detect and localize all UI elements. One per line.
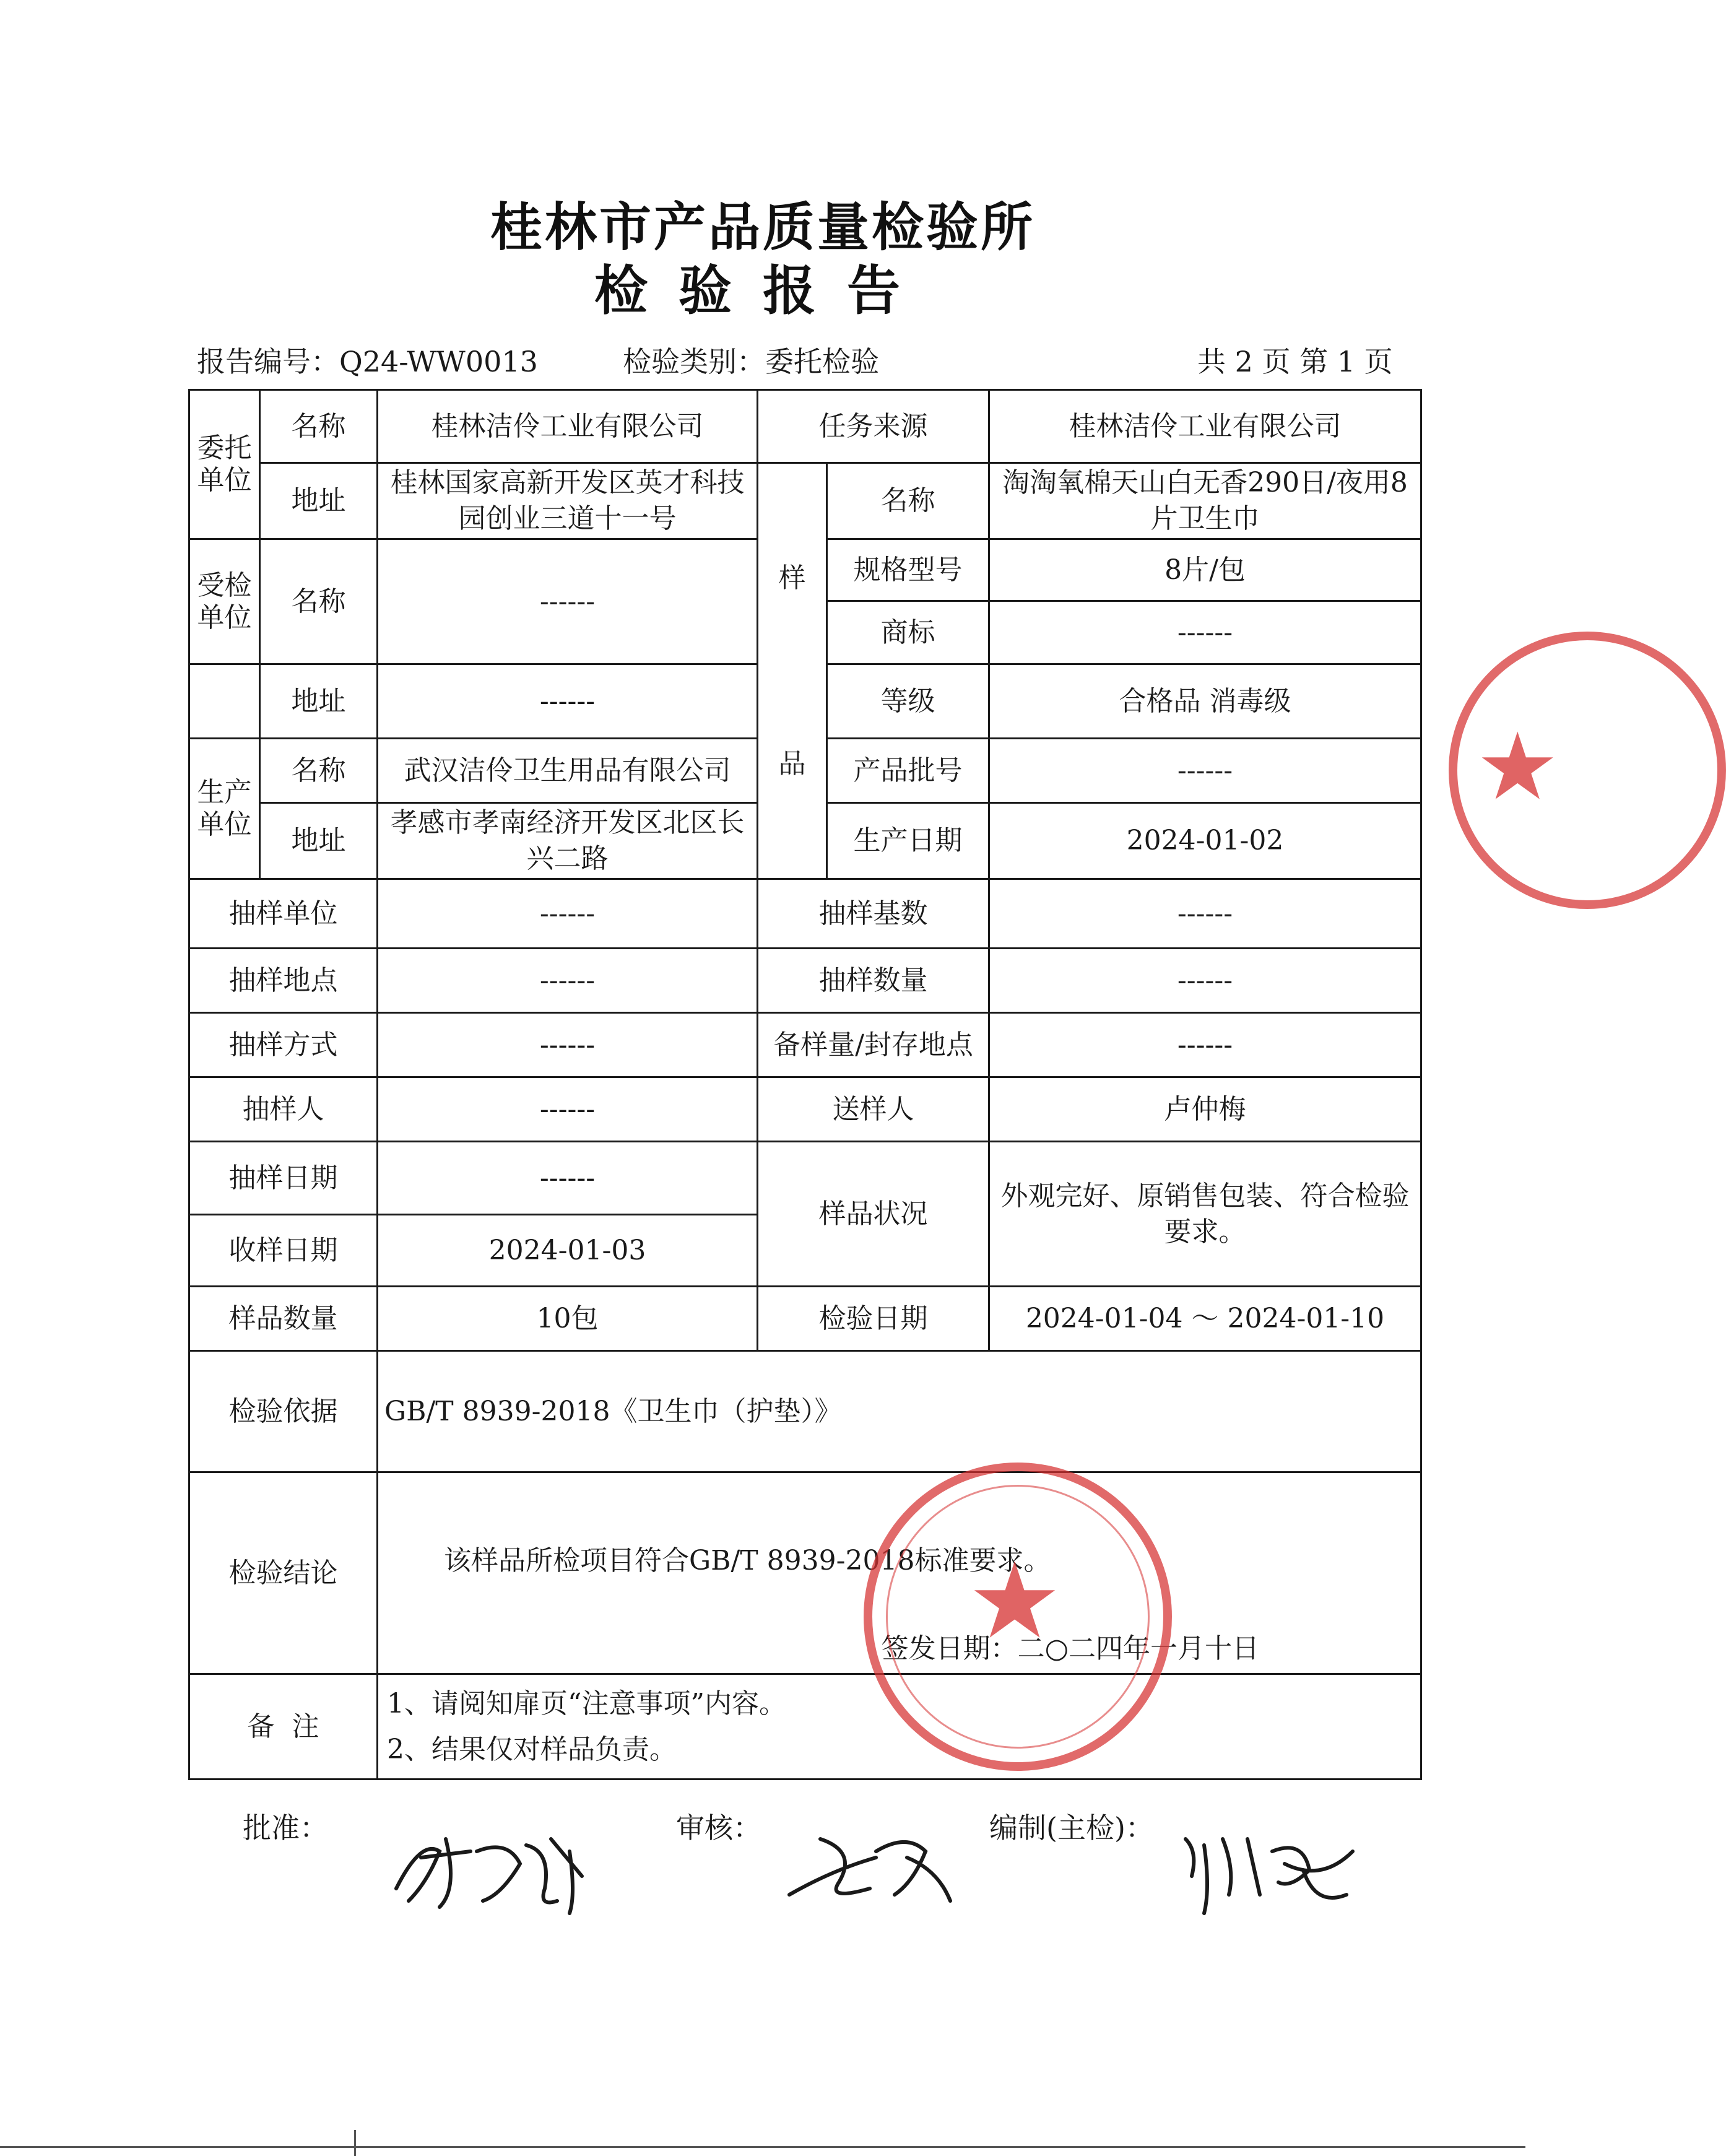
client-name-label: 名称: [260, 390, 378, 463]
inspected-address-label: 地址: [260, 664, 378, 739]
sender: 卢仲梅: [989, 1077, 1421, 1142]
reserve: ------: [989, 1013, 1421, 1077]
sampling-base: ------: [989, 879, 1421, 949]
sampling-unit: ------: [378, 879, 758, 949]
reviewer-signature: [783, 1814, 963, 1907]
client-name: 桂林洁伶工业有限公司: [378, 390, 758, 463]
sample-group-label: 样 品: [758, 463, 827, 879]
sample-condition-label: 样品状况: [758, 1142, 989, 1287]
inspected-address: ------: [378, 664, 758, 739]
sample-prod-date: 2024-01-02: [989, 803, 1421, 879]
side-seal: [1449, 632, 1726, 909]
inspected-group-label-cont: [189, 664, 260, 739]
receive-date-label: 收样日期: [189, 1215, 378, 1287]
producer-address: 孝感市孝南经济开发区北区长兴二路: [378, 803, 758, 879]
task-source: 桂林洁伶工业有限公司: [989, 390, 1421, 463]
issue-date: 签发日期：二○二四年一月十日: [881, 1633, 1259, 1664]
compiler-signature: [1179, 1814, 1365, 1919]
receive-date: 2024-01-03: [378, 1215, 758, 1287]
official-seal: [864, 1463, 1172, 1771]
conclusion-text: 该样品所检项目符合GB/T 8939-2018标准要求。: [444, 1544, 1051, 1576]
sampling-qty: ------: [989, 949, 1421, 1013]
page-bottom-line: [0, 2146, 1525, 2148]
sampling-person: ------: [378, 1077, 758, 1142]
seal-star-icon: ★: [967, 1540, 1062, 1663]
page-bottom-tick: [354, 2130, 356, 2156]
sample-count-label: 样品数量: [189, 1287, 378, 1351]
client-address: 桂林国家高新开发区英才科技园创业三道十一号: [378, 463, 758, 539]
sampling-date: ------: [378, 1142, 758, 1215]
sample-count: 10包: [378, 1287, 758, 1351]
note-line-1: 1、请阅知扉页“注意事项”内容。: [387, 1687, 786, 1719]
sampling-qty-label: 抽样数量: [758, 949, 989, 1013]
reserve-label: 备样量/封存地点: [758, 1013, 989, 1077]
task-source-label: 任务来源: [758, 390, 989, 463]
producer-address-label: 地址: [260, 803, 378, 879]
sample-brand: ------: [989, 601, 1421, 664]
client-group-label: 委托单位: [189, 390, 260, 539]
sample-grade: 合格品 消毒级: [989, 664, 1421, 739]
test-date: 2024-01-04 ～ 2024-01-10: [989, 1287, 1421, 1351]
producer-name-label: 名称: [260, 739, 378, 803]
basis-label: 检验依据: [189, 1351, 378, 1472]
sample-brand-label: 商标: [827, 601, 989, 664]
doc-title: 检验报告: [594, 259, 931, 322]
sample-name: 淘淘氧棉天山白无香290日/夜用8片卫生巾: [989, 463, 1421, 539]
sample-batch: ------: [989, 739, 1421, 803]
side-seal-star-icon: ★: [1476, 713, 1559, 821]
sampling-method-label: 抽样方式: [189, 1013, 378, 1077]
approve-label: 批准：: [243, 1811, 328, 1845]
sample-prod-date-label: 生产日期: [827, 803, 989, 879]
sample-name-label: 名称: [827, 463, 989, 539]
sample-batch-label: 产品批号: [827, 739, 989, 803]
page-count: 共 2 页 第 1 页: [1197, 345, 1393, 378]
sample-spec: 8片/包: [989, 539, 1421, 601]
sender-label: 送样人: [758, 1077, 989, 1142]
producer-name: 武汉洁伶卫生用品有限公司: [378, 739, 758, 803]
inspected-name-label: 名称: [260, 539, 378, 664]
sampling-person-label: 抽样人: [189, 1077, 378, 1142]
sample-grade-label: 等级: [827, 664, 989, 739]
conclusion-label: 检验结论: [189, 1472, 378, 1674]
report-table: [188, 389, 1422, 1780]
client-address-label: 地址: [260, 463, 378, 539]
note-line-2: 2、结果仅对样品负责。: [387, 1733, 677, 1765]
inspection-category: 检验类别：委托检验: [623, 345, 879, 378]
sample-spec-label: 规格型号: [827, 539, 989, 601]
sampling-place: ------: [378, 949, 758, 1013]
sampling-place-label: 抽样地点: [189, 949, 378, 1013]
notes-label: 备 注: [189, 1674, 378, 1780]
test-date-label: 检验日期: [758, 1287, 989, 1351]
org-title: 桂林市产品质量检验所: [490, 196, 1035, 258]
producer-group-label: 生产单位: [189, 739, 260, 879]
sampling-base-label: 抽样基数: [758, 879, 989, 949]
compile-label: 编制(主检)：: [989, 1811, 1154, 1845]
inspected-name: ------: [378, 539, 758, 664]
sampling-date-label: 抽样日期: [189, 1142, 378, 1215]
inspected-group-label: 受检单位: [189, 539, 260, 664]
sample-condition: 外观完好、原销售包装、符合检验要求。: [989, 1142, 1421, 1287]
sampling-unit-label: 抽样单位: [189, 879, 378, 949]
sampling-method: ------: [378, 1013, 758, 1077]
basis-value: GB/T 8939-2018《卫生巾（护垫）》: [378, 1351, 1421, 1472]
review-label: 审核：: [676, 1811, 761, 1845]
report-number: 报告编号：Q24-WW0013: [197, 345, 538, 378]
approver-signature: [384, 1814, 594, 1919]
